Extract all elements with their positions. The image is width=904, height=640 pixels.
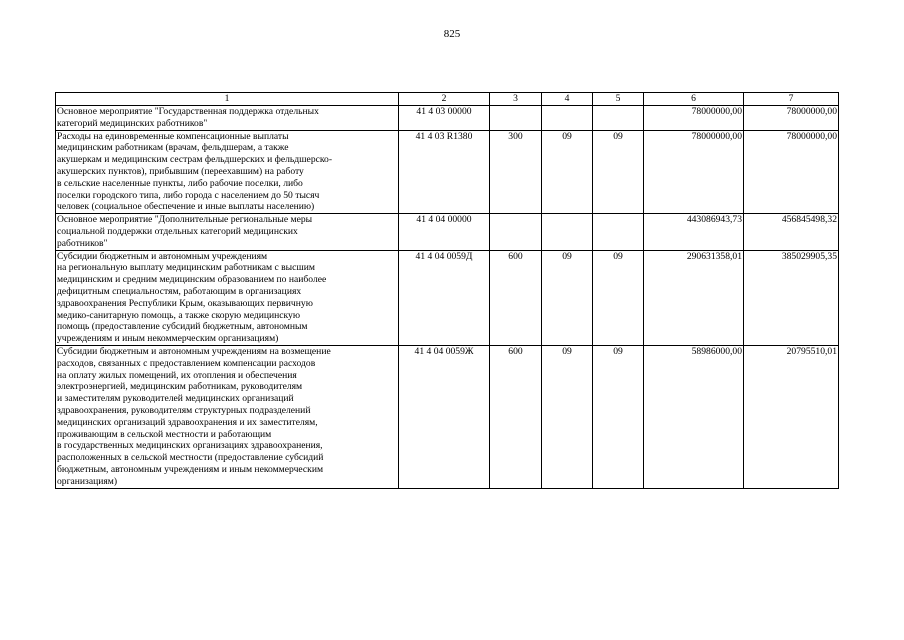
row-description: Субсидии бюджетным и автономным учреждениям на региональную выплату медицинским работникам с высшим медицинским и средним медицинским образованием по наиболее дефицитным специальностям, работающим в организациях здравоохранения Республики Крым, оказывающих первичную медико-санитарную помощь, а также скорую медицинскую помощь (предоставление субсидий бюджетным, автономным учреждениям и иным некоммерческим организациям) — [56, 250, 399, 345]
row-col3: 300 — [490, 130, 542, 214]
header-col-7: 7 — [744, 93, 839, 106]
row-col4: 09 — [542, 250, 593, 345]
row-amount-2: 20795510,01 — [744, 345, 839, 488]
row-code: 41 4 03 00000 — [399, 106, 490, 131]
header-col-4: 4 — [542, 93, 593, 106]
table-row — [56, 345, 839, 488]
row-amount-2: 385029905,35 — [744, 250, 839, 345]
row-code: 41 4 04 0059Д — [399, 250, 490, 345]
header-col-3: 3 — [490, 93, 542, 106]
row-amount-2: 456845498,32 — [744, 214, 839, 250]
row-amount-1: 443086943,73 — [644, 214, 744, 250]
row-code: 41 4 04 0059Ж — [399, 345, 490, 488]
budget-table — [55, 92, 839, 489]
row-col3: 600 — [490, 345, 542, 488]
row-description: Основное мероприятие "Государственная поддержка отдельных категорий медицинских работников" — [56, 106, 399, 131]
row-col5: 09 — [593, 130, 644, 214]
table-body — [56, 106, 839, 489]
header-row — [56, 93, 839, 106]
row-col4 — [542, 214, 593, 250]
header-col-5: 5 — [593, 93, 644, 106]
row-amount-1: 58986000,00 — [644, 345, 744, 488]
table-row — [56, 214, 839, 250]
table-row — [56, 106, 839, 131]
row-col4: 09 — [542, 345, 593, 488]
row-amount-1: 78000000,00 — [644, 130, 744, 214]
row-col5: 09 — [593, 250, 644, 345]
page-number: 825 — [443, 28, 461, 40]
row-col4 — [542, 106, 593, 131]
row-amount-1: 290631358,01 — [644, 250, 744, 345]
row-description: Расходы на единовременные компенсационные выплаты медицинским работникам (врачам, фельдшерам, а также акушеркам и медицинским сестрам фельдшерских и фельдшерско- акушерских пунктов), прибывшим (переехавшим) на работу в сельские населенные пункты, либо рабочие поселки, либо поселки городского типа, либо города с населением до 50 тысяч человек (социальное обеспечение и иные выплаты населению) — [56, 130, 399, 214]
row-col3 — [490, 214, 542, 250]
header-col-1: 1 — [56, 93, 399, 106]
row-code: 41 4 04 00000 — [399, 214, 490, 250]
row-code: 41 4 03 R1380 — [399, 130, 490, 214]
table-row — [56, 130, 839, 214]
header-col-2: 2 — [399, 93, 490, 106]
row-col3: 600 — [490, 250, 542, 345]
table-header — [56, 93, 839, 106]
row-col5 — [593, 214, 644, 250]
row-amount-2: 78000000,00 — [744, 130, 839, 214]
header-col-6: 6 — [644, 93, 744, 106]
row-col5: 09 — [593, 345, 644, 488]
row-amount-2: 78000000,00 — [744, 106, 839, 131]
row-amount-1: 78000000,00 — [644, 106, 744, 131]
row-description: Субсидии бюджетным и автономным учреждениям на возмещение расходов, связанных с предоставлением компенсации расходов на оплату жилых помещений, их отопления и обеспечения электроэнергией, медицинским работникам, руководителям и заместителям руководителей медицинских организаций здравоохранения, руководителям структурных подразделений медицинских организаций здравоохранения и их заместителям, проживающим в сельской местности и работающим в государственных медицинских организациях здравоохранения, расположенных в сельской местности (предоставление субсидий бюджетным, автономным учреждениям и иным некоммерческим организациям) — [56, 345, 399, 488]
row-col3 — [490, 106, 542, 131]
table-row — [56, 250, 839, 345]
row-col5 — [593, 106, 644, 131]
row-description: Основное мероприятие "Дополнительные региональные меры социальной поддержки отдельных категорий медицинских работников" — [56, 214, 399, 250]
row-col4: 09 — [542, 130, 593, 214]
